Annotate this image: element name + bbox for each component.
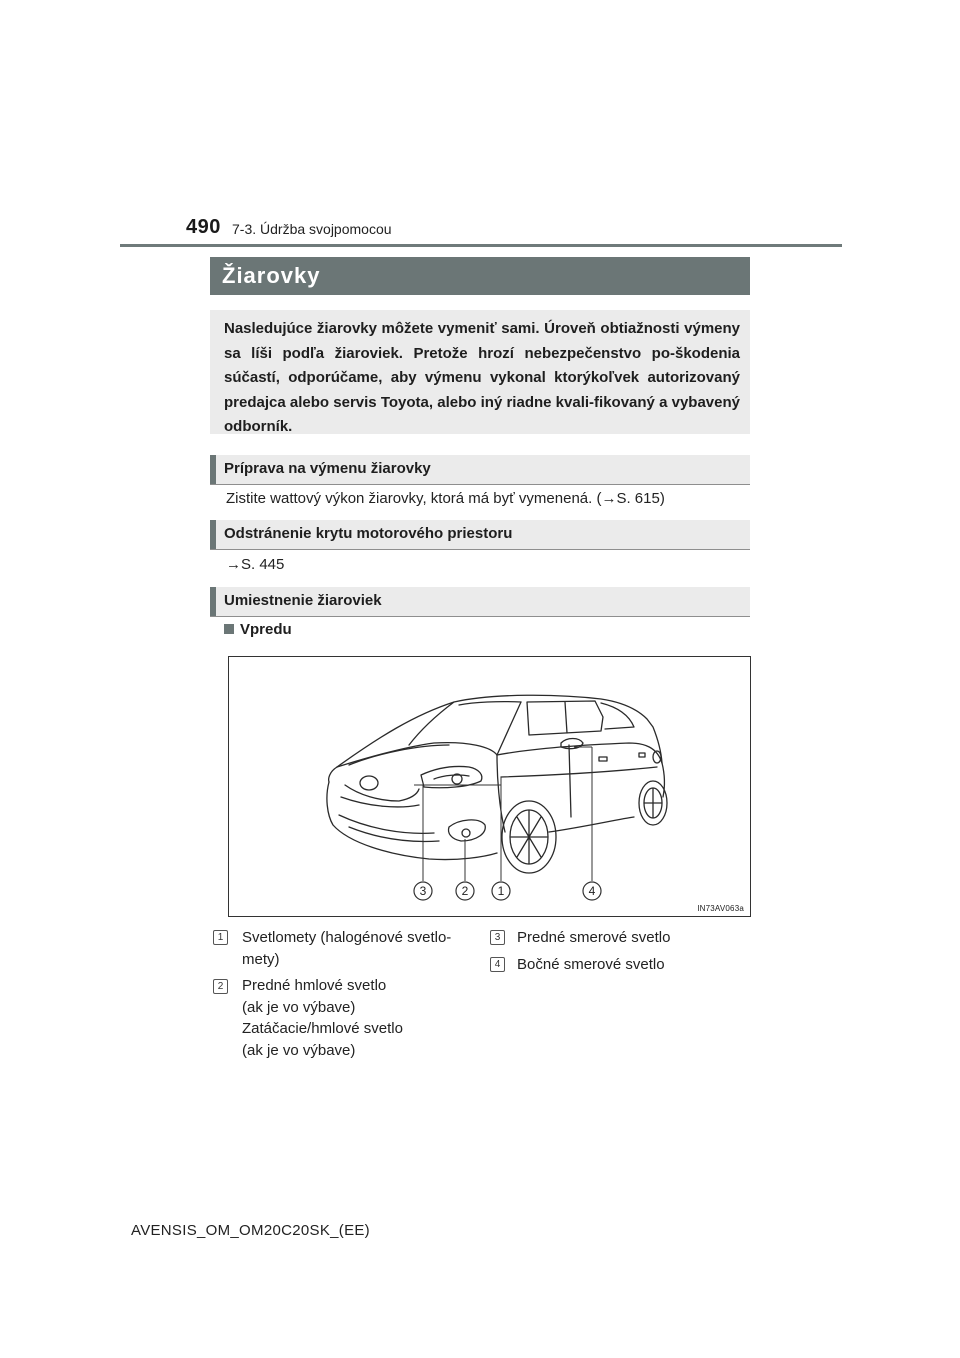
legend-item-fog-light xyxy=(242,975,403,1061)
callout-2: 2 xyxy=(461,884,469,898)
legend-line: Predné hmlové svetlo xyxy=(242,977,387,994)
callout-3: 3 xyxy=(419,884,427,898)
page-title: Žiarovky xyxy=(222,263,321,288)
legend-item-side-turn-signal xyxy=(517,954,665,976)
title-bar xyxy=(210,257,750,295)
section-accent xyxy=(210,520,216,549)
section-heading-preparation xyxy=(210,455,750,485)
footer-doc-code: AVENSIS_OM_OM20C20SK_(EE) xyxy=(131,1222,370,1239)
callout-4: 4 xyxy=(588,884,596,898)
legend-number: 2 xyxy=(213,979,228,994)
figure-code: IN73AV063a xyxy=(697,904,744,913)
header-rule xyxy=(120,244,842,247)
subheading-label: Vpredu xyxy=(240,621,292,638)
page-number: 490 xyxy=(186,216,221,238)
legend-line: mety) xyxy=(242,950,280,968)
section-heading-label: Odstránenie krytu motorového priestoru xyxy=(224,525,513,542)
car-figure xyxy=(228,656,751,917)
section-heading-label: Umiestnenie žiaroviek xyxy=(224,592,382,609)
legend-line: Predné smerové svetlo xyxy=(517,929,671,946)
intro-box xyxy=(210,310,750,434)
legend-line: (ak je vo výbave) xyxy=(242,1041,356,1059)
square-bullet-icon xyxy=(224,624,234,634)
subheading-front xyxy=(224,621,292,638)
intro-text: Nasledujúce žiarovky môžete vymeniť sami. Úroveň obtiažnosti výmeny sa líši podľa žiaroviek. Pretože hrozí nebezpečenstvo po-škodenia súčastí, odporúčame, aby výmenu vykonal ktorýkoľvek autorizovaný predajca alebo servis Toyota, alebo iný riadne kvali-fikovaný a vybavený odborník. xyxy=(224,320,740,435)
legend-number: 1 xyxy=(213,930,228,945)
section-heading-bulb-locations xyxy=(210,587,750,617)
legend-line: Zatáčacie/hmlové svetlo xyxy=(242,1020,403,1037)
section-body-preparation: Zistite wattový výkon žiarovky, ktorá má byť vymenená. (→S. 615) xyxy=(226,490,665,507)
legend-number: 4 xyxy=(490,957,505,972)
running-head: 7-3. Údržba svojpomocou xyxy=(232,221,392,237)
car-illustration xyxy=(229,657,750,916)
section-heading-label: Príprava na výmenu žiarovky xyxy=(224,460,431,477)
legend-item-front-turn-signal xyxy=(517,927,670,949)
legend-line: (ak je vo výbave) xyxy=(242,998,356,1016)
callout-1: 1 xyxy=(497,884,505,898)
legend-line: Svetlomety (halogénové svetlo- xyxy=(242,929,452,946)
legend-number: 3 xyxy=(490,930,505,945)
section-accent xyxy=(210,455,216,484)
section-body-engine-cover: →S. 445 xyxy=(226,556,285,573)
section-accent xyxy=(210,587,216,616)
legend-item-headlights xyxy=(242,927,451,970)
section-heading-engine-cover xyxy=(210,520,750,550)
legend-line: Bočné smerové svetlo xyxy=(517,956,665,973)
